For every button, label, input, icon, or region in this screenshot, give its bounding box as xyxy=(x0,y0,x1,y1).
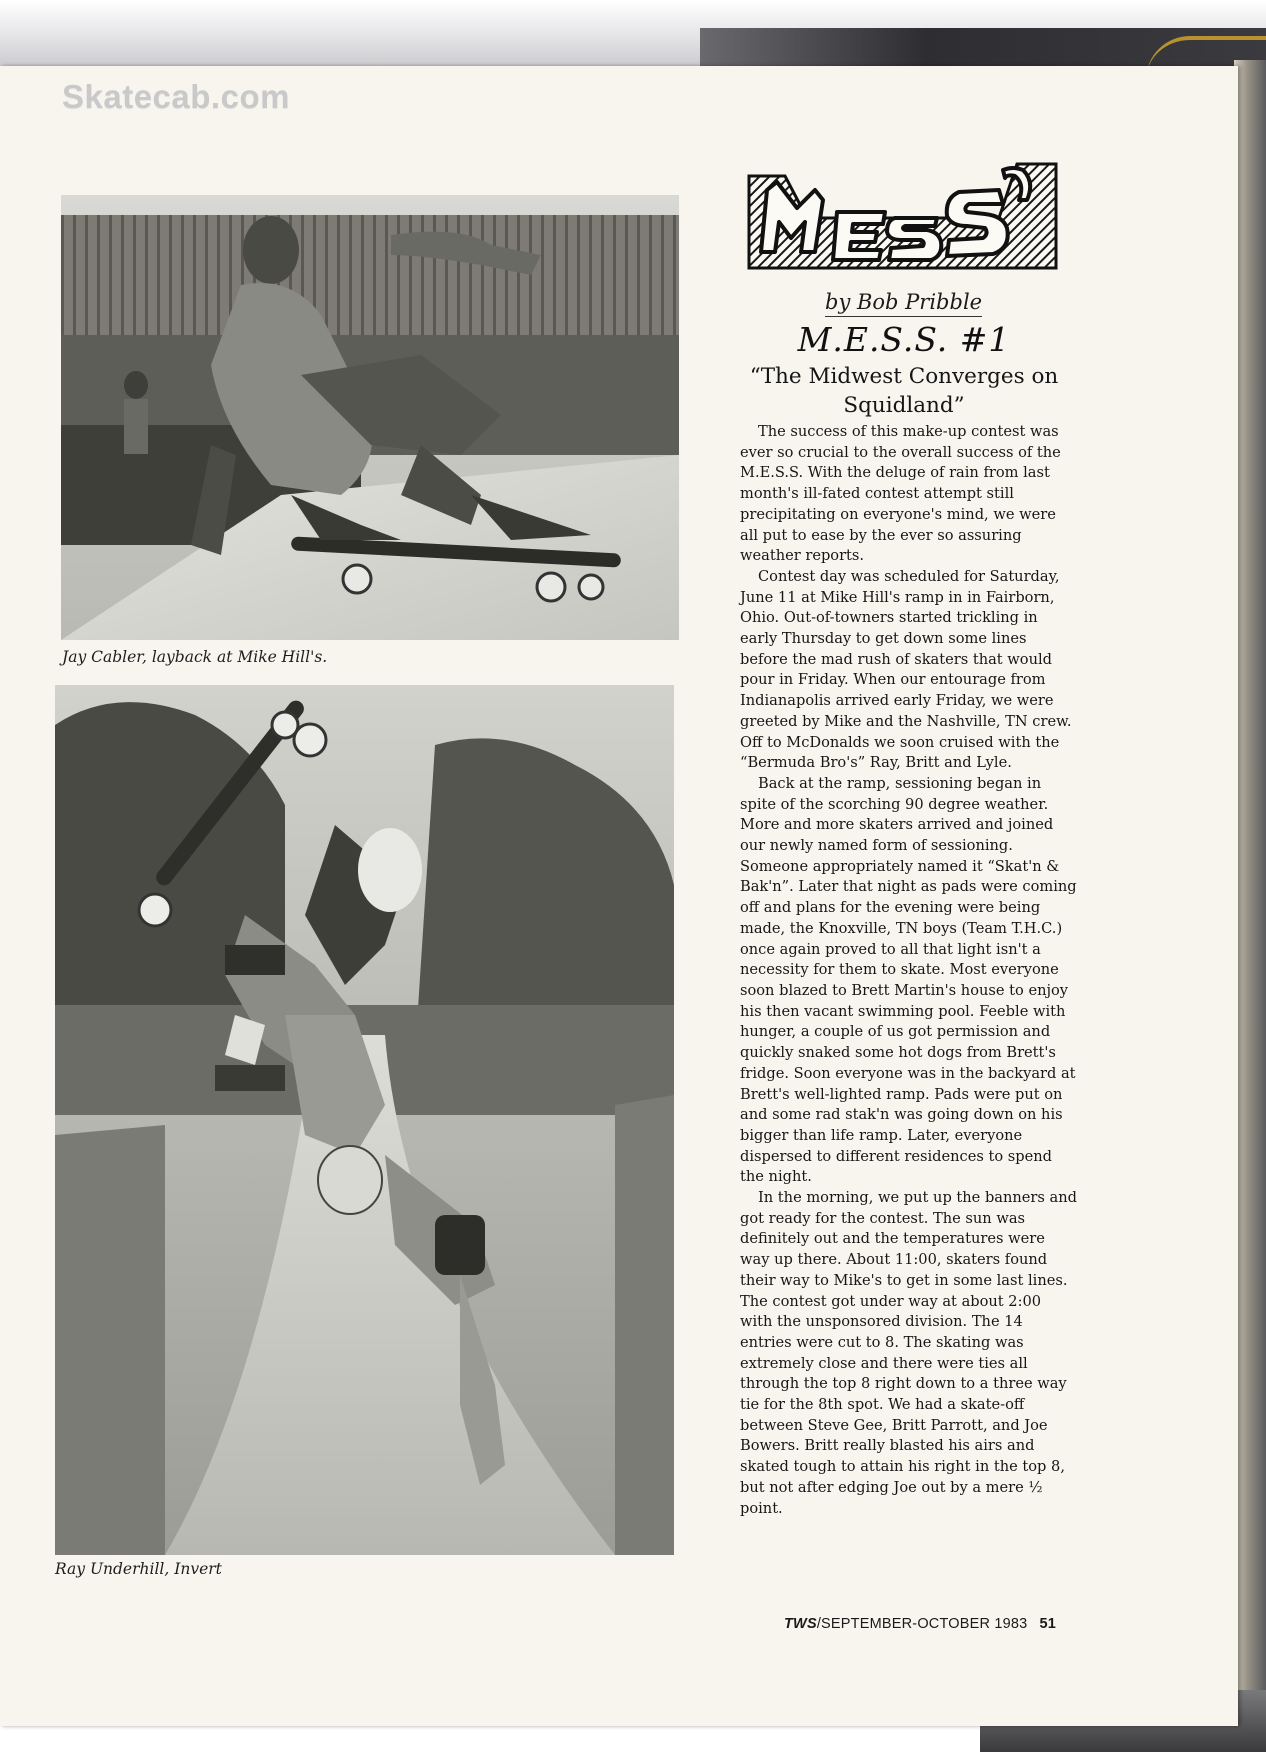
scanner-background-top xyxy=(0,0,1266,70)
article-paragraph: The success of this make-up contest was ever so crucial to the overall success of the M.E.S.S. With the deluge of rain from last month's ill-fated contest attempt still precipitating on everyone's mind, we were all put to ease by the ever so assuring weather reports. xyxy=(740,423,1061,565)
article-paragraph: Back at the ramp, sessioning began in spite of the scorching 90 degree weather. More and more skaters arrived and joined our newly named form of sessioning. Someone appropriately named it “Skat'n & Bak'n”. Later that night as pads were coming off and plans for the evening were being made, the Knoxville, TN boys (Team T.H.C.) once again proved to all that light isn't a necessity for them to skate. Most everyone soon blazed to Brett Martin's house to enjoy his then vacant swimming pool. Feeble with hunger, a couple of us got permission and quickly snaked some hot dogs from Brett's fridge. Soon everyone was in the backyard at Brett's well-lighted ramp. Pads were put on and some rad stak'n was going down on his bigger than life ramp. Later, everyone dispersed to different residences to spend the night. xyxy=(740,774,1077,1186)
article-subtitle: “The Midwest Converges on Squidland” xyxy=(749,364,1059,418)
scanner-background-right xyxy=(1234,60,1266,1752)
issue-date: /SEPTEMBER-OCTOBER 1983 xyxy=(816,1616,1028,1632)
photo-caption-2: Ray Underhill, Invert xyxy=(55,1560,222,1578)
photo-caption-1: Jay Cabler, layback at Mike Hill's. xyxy=(62,648,328,666)
article-byline: by Bob Pribble xyxy=(825,290,982,317)
photo-layback xyxy=(61,195,679,640)
page-number: 51 xyxy=(1039,1616,1056,1632)
watermark: Skatecab.com xyxy=(62,78,290,115)
article-paragraph: In the morning, we put up the banners and got ready for the contest. The sun was definitely out and the temperatures were way up there. About 11:00, skaters found their way to Mike's to get in some last lines. The contest got under way at about 2:00 with the unsponsored division. The 14 entries were cut to 8. The skating was extremely close and there were ties all through the top 8 right down to a three way tie for the 8th spot. We had a skate-off between Steve Gee, Britt Parrott, and Joe Bowers. Britt really blasted his airs and skated tough to attain his right in the top 8, but not after edging Joe out by a mere ½ point. xyxy=(740,1189,1077,1517)
magazine-logo: TWS xyxy=(784,1616,817,1632)
article-body xyxy=(740,422,1078,1519)
page-footer xyxy=(784,1616,1056,1632)
article-paragraph: Contest day was scheduled for Saturday, June 11 at Mike Hill's ramp in in Fairborn, Ohio. Out-of-towners started trickling in early Thursday to get down some lines before the mad rush of skaters that would pour in Friday. When our entourage from Indianapolis arrived early Friday, we were greeted by Mike and the Nashville, TN crew. Off to McDonalds we soon cruised with the “Bermuda Bro's” Ray, Britt and Lyle. xyxy=(740,567,1072,772)
photo-invert xyxy=(55,685,674,1555)
mess-logo xyxy=(745,160,1060,272)
article-title: M.E.S.S. #1 xyxy=(797,320,1011,359)
logo-text: MESS xyxy=(745,160,748,161)
